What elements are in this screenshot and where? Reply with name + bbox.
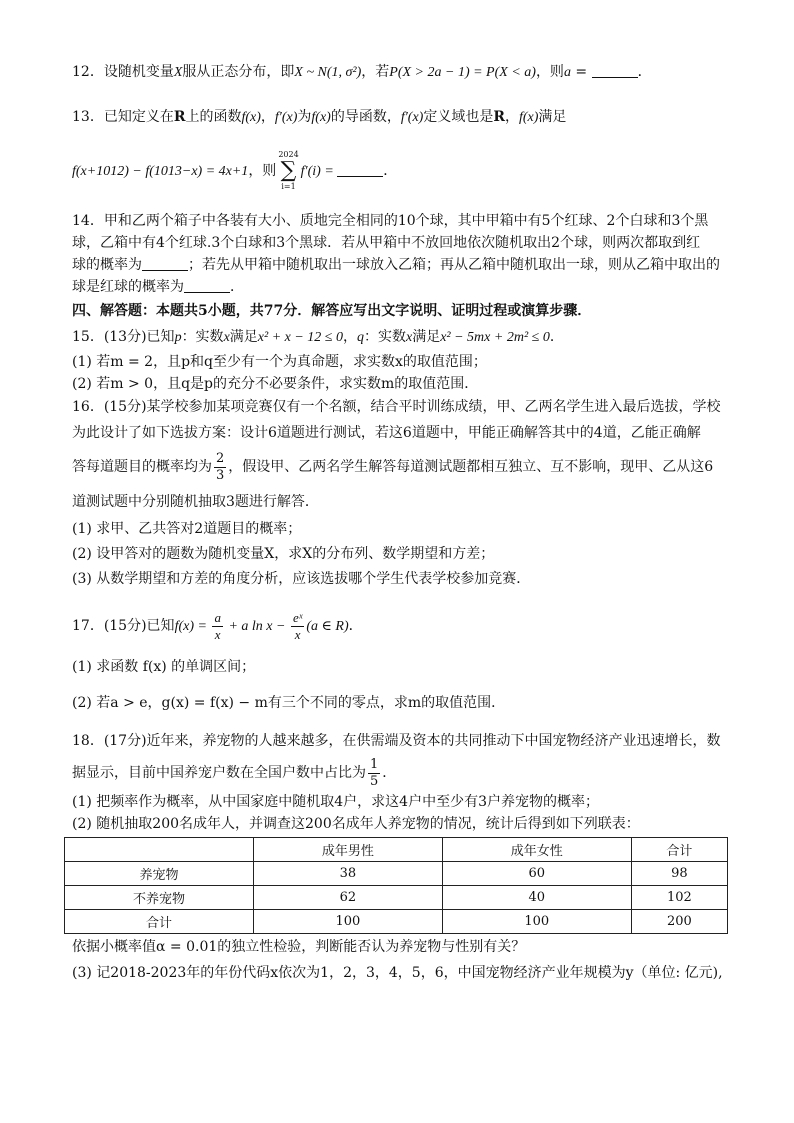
exam-page [72,62,732,994]
q16-frac-num: 2 [216,450,225,466]
q16-sub-1: (1) 求甲、乙共答对2道题目的概率； [72,521,302,537]
q13-text-3: 为 [297,109,312,125]
q13-summation [278,150,298,192]
q14-line-2: 球，乙箱中有4个红球.3个白球和3个黑球．若从甲箱中不放回地依次随机取出2个球，则两次都取到红 [72,235,701,251]
q12-answer-blank [592,63,638,78]
q13-text-4: 的导函数， [330,109,401,125]
sigma-symbol: ∑ [280,158,297,183]
q16-fraction [214,451,226,484]
table-row [65,910,728,934]
q13-text-1: 13．已知定义在 [72,109,174,125]
table-cell: 38 [253,862,442,886]
table-cell: 102 [631,886,727,910]
q18-sub-2: (2) 随机抽取200名成年人，并调查这200名成年人养宠物的情况，统计后得到如下列联表： [72,816,640,832]
q16-frac-den: 3 [216,467,225,483]
q16-sub-3: (3) 从数学期望和方差的角度分析，应该选拔哪个学生代表学校参加竞赛． [72,571,531,587]
q13-sum-upper: 2024 [278,150,299,159]
q12-eq: = [570,64,592,80]
q17-condition: (a ∈ R) [306,619,349,634]
q15-p: p [174,330,182,345]
table-cell: 98 [631,862,727,886]
q13-fx-2: f(x) [311,110,331,125]
q16-line-2: 为此设计了如下选拔方案：设计6道题进行测试，若这6道题中，甲能正确解答其中的4道，乙能正确解 [72,425,701,441]
q13-R-2: R [493,109,505,125]
q14-line-1: 14．甲和乙两个箱子中各装有大小、质地完全相同的10个球，其中甲箱中有5个红球、2个白球和3个黑 [72,213,709,229]
q15-text-6: 满足 [412,329,441,345]
q17-fraction-2 [291,610,304,643]
question-14 [72,210,732,298]
q12-text-3: ，若 [361,64,390,80]
q12-text-1: 12．设随机变量 [72,64,174,80]
contingency-table [64,837,728,934]
q14-text-3b: ；若先从甲箱中随机取出一球放入乙箱；再从乙箱中随机取出一球，则从乙箱中取出的 [188,257,720,273]
q14-text-3a: 球的概率为 [72,257,142,273]
q18-after-table: 依据小概率值α = 0.01的独立性检验，判断能否认为养宠物与性别有关？ [72,939,526,955]
q15-ineq-2: x² − 5mx + 2m² ≤ 0 [440,330,550,345]
section-4-heading: 四、解答题：本题共5小题，共77分．解答应写出文字说明、证明过程或演算步骤． [72,303,592,319]
table-cell: 62 [253,886,442,910]
q14-answer-blank-2 [184,278,230,293]
question-17 [72,604,732,721]
q13-text-7: 满足 [538,109,567,125]
q17-end: ． [348,618,363,634]
table-cell: 40 [442,886,631,910]
q18-line-1: 18．(17分)近年来，养宠物的人越来越多，在供需端及资本的共同推动下中国宠物经济产业迅速增长，数 [72,733,721,749]
q17-mid: + a ln x − [224,619,289,634]
q17-frac1-num: a [214,609,221,625]
q12-text-2: 服从正态分布，即 [182,64,295,80]
table-header-cell: 成年男性 [253,838,442,862]
q12-text-4: ，则 [535,64,564,80]
question-18 [72,727,732,986]
q13-text-5: 定义域也是 [423,109,494,125]
q15-end: ． [549,329,564,345]
q13-fx-3: f(x) [518,110,539,125]
q17-frac2-den: x [294,626,301,642]
q16-line-3 [72,447,732,487]
question-13-line-1 [72,107,732,128]
q14-line-4 [72,276,732,298]
q15-text-3: 满足 [229,329,258,345]
question-16 [72,395,732,592]
q17-fx-eq: f(x) = [174,619,211,634]
q13-sum-term: f′(i) = [300,164,338,179]
q17-head [72,604,732,649]
q15-x-2: x [405,330,413,345]
table-row [65,886,728,910]
q15-ineq-1: x² + x − 12 ≤ 0 [257,330,343,345]
question-13-line-2 [72,150,732,192]
table-cell: 60 [442,862,631,886]
q16-text-3b: ，假设甲、乙两名学生解答每道测试题都相互独立、互不影响，现甲、乙从这6 [228,459,714,475]
q15-text-2: ：实数 [181,329,224,345]
table-cell: 200 [631,910,727,934]
q13-equation: f(x+1012) − f(1013−x) = 4x+1 [72,164,249,179]
q16-text-3a: 答每道题目的概率均为 [72,459,212,475]
q17-sub-1: (1) 求函数 f(x) 的单调区间； [72,659,256,675]
q14-line-3 [72,254,732,276]
question-15 [72,326,732,395]
q18-frac-den: 5 [370,773,379,789]
q18-fraction [368,757,380,790]
q13-text-6: ， [504,109,519,125]
q17-sub-2: (2) 若a > e，g(x) = f(x) − m有三个不同的零点，求m的取值范围． [72,695,506,711]
q13-then: ，则 [248,163,277,179]
q15-x: x [223,330,230,345]
q12-end: ． [637,64,652,80]
q15-text-1: 15．(13分)已知 [72,329,175,345]
q13-sum-lower: i=1 [281,182,296,191]
q15-sub-2: (2) 若m > 0，且q是p的充分不必要条件，求实数m的取值范围． [72,376,479,392]
table-header-cell: 合计 [631,838,727,862]
q14-answer-blank-1 [142,256,188,271]
table-cell: 不养宠物 [65,886,254,910]
q14-end: ． [230,279,244,295]
q15-head [72,326,732,349]
q13-R: R [173,109,186,125]
q17-frac1-den: x [214,626,221,642]
q18-line-2 [72,755,732,791]
q15-q: q [356,330,364,345]
q17-frac2-num: eˣ [292,609,303,625]
question-13 [72,107,732,192]
q13-fx: f(x) [241,110,261,125]
q18-text-2a: 据显示，目前中国养宠户数在全国户数中占比为 [72,765,366,781]
table-row [65,862,728,886]
q15-text-4: ， [342,329,357,345]
q12-condition: P(X > 2a − 1) = P(X < a) [389,65,536,80]
q17-fraction-1 [212,610,223,643]
question-12-line [72,62,732,83]
q16-line-1: 16．(15分)某学校参加某项竞赛仅有一个名额，结合平时训练成绩，甲、乙两名学生进入最后选拔，学校 [72,399,721,415]
q16-sub-2: (2) 设甲答对的题数为随机变量X，求X的分布列、数学期望和方差； [72,546,495,562]
q18-sub-3: (3) 记2018-2023年的年份代码x依次为1，2，3，4，5，6，中国宠物经济产业年规模为y（单位: 亿元), [72,965,723,981]
table-header-cell: 成年女性 [442,838,631,862]
q18-end: ． [382,765,397,781]
table-cell: 100 [253,910,442,934]
q12-var-a: a [563,65,571,80]
q13-fpx-2: f′(x) [400,110,424,125]
q18-sub-1: (1) 把频率作为概率，从中国家庭中随机取4户，求这4户中至少有3户养宠物的概率； [72,794,600,810]
q13-end: ． [383,163,398,179]
q15-sub-1: (1) 若m = 2，且p和q至少有一个为真命题，求实数x的取值范围； [72,354,487,370]
q13-answer-blank [337,162,383,177]
q17-text-1: 17．(15分)已知 [72,618,175,634]
q16-line-4: 道测试题中分别随机抽取3题进行解答． [72,494,319,510]
q12-var-x: X [173,65,183,80]
q12-distribution: X ~ N(1, σ²) [294,65,362,80]
table-cell: 100 [442,910,631,934]
table-cell: 合计 [65,910,254,934]
q13-comma: ， [260,109,275,125]
question-12 [72,62,732,83]
q14-text-4a: 球是红球的概率为 [72,279,184,295]
q18-frac-num: 1 [370,756,379,772]
table-header-cell [65,838,254,862]
q15-text-5: ：实数 [363,329,406,345]
q13-text-2: 上的函数 [185,109,242,125]
table-cell: 养宠物 [65,862,254,886]
q13-fpx: f′(x) [274,110,298,125]
table-header-row [65,838,728,862]
